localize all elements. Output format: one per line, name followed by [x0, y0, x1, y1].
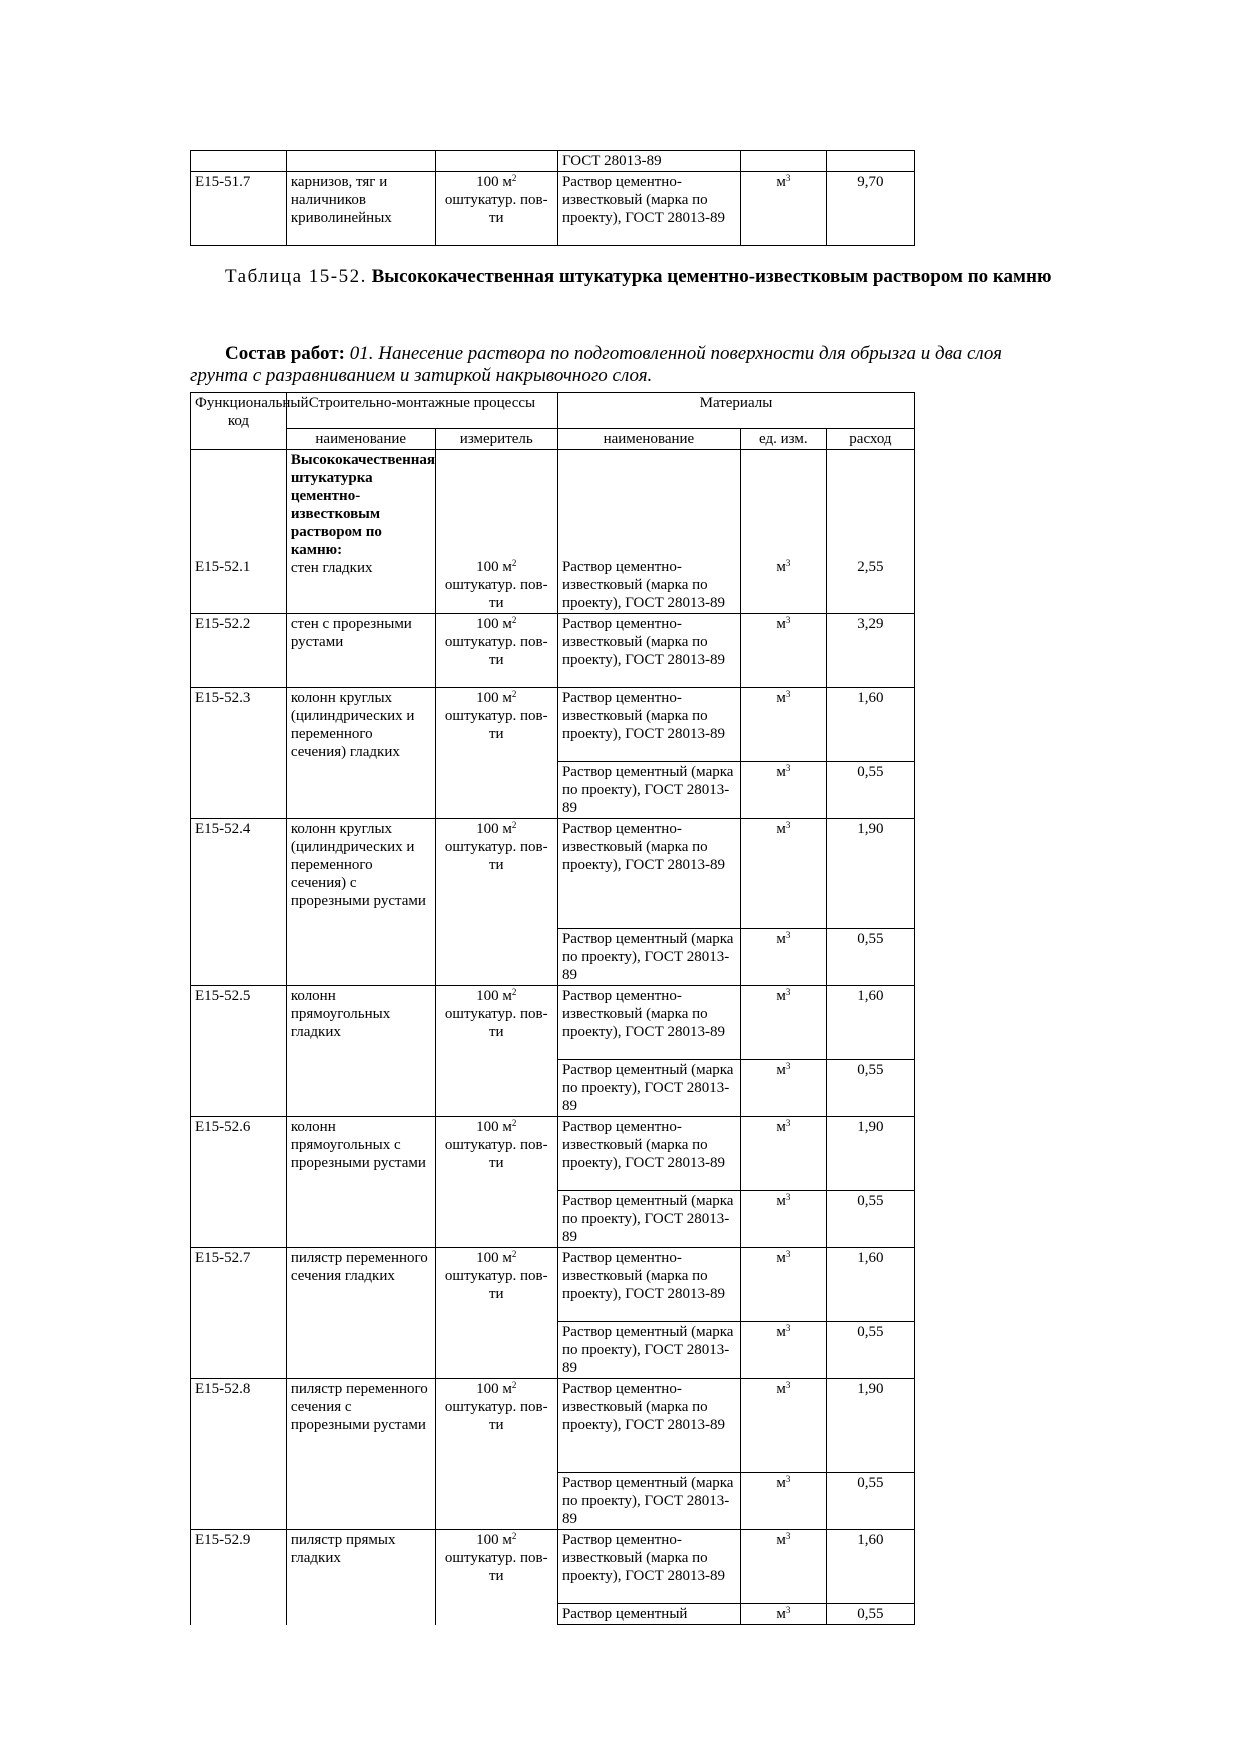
material-cell: Раствор цементно-известковый (марка по проекту), ГОСТ 28013-89	[557, 986, 740, 1060]
unit-cell: $м^3$	[740, 614, 826, 688]
amount-cell: 1,60	[826, 986, 914, 1060]
unit-cell	[740, 151, 826, 172]
amount-cell: 0,55	[826, 762, 914, 819]
name-cell: карнизов, тяг и наличников криволинейных	[286, 172, 435, 246]
unit-cell: $м^3$	[740, 172, 826, 246]
material-cell: ГОСТ 28013-89	[557, 151, 740, 172]
name-cell: пилястр прямых гладких	[286, 1530, 435, 1625]
code-cell: Е15-52.2	[191, 614, 287, 688]
name-cell: колонн прямоугольных гладких	[286, 986, 435, 1117]
unit-cell: $м^3$	[740, 819, 826, 929]
meter-cell: 100 $м^2$ оштукатур. пов-ти	[435, 450, 557, 614]
amount-cell: 1,60	[826, 1530, 914, 1604]
name-cell	[286, 151, 435, 172]
material-cell: Раствор цементно-известковый (марка по проекту), ГОСТ 28013-89	[557, 1117, 740, 1191]
header-unit: ед. изм.	[740, 429, 826, 450]
amount-cell: 0,55	[826, 1060, 914, 1117]
name-cell: колонн круглых (цилиндрических и переменного сечения) с прорезными рустами	[286, 819, 435, 986]
unit-cell: $м^3$	[740, 1473, 826, 1530]
group-title: Высококачественная штукатурка цементно-известковым раствором по камню:	[290, 452, 435, 558]
material-cell: Раствор цементный (марка по проекту), ГОСТ 28013-89	[557, 1060, 740, 1117]
table-row	[191, 151, 915, 172]
table-row	[191, 986, 915, 1060]
table-row	[191, 688, 915, 762]
name-cell: колонн круглых (цилиндрических и переменного сечения) гладких	[286, 688, 435, 819]
header-meter: измеритель	[435, 429, 557, 450]
caption-title: Высококачественная штукатурка цементно-известковым раствором по камню	[371, 266, 1052, 287]
table-row	[191, 1117, 915, 1191]
code-cell: Е15-52.9	[191, 1530, 287, 1625]
unit-cell: $м^3$	[740, 762, 826, 819]
code-cell: Е15-52.6	[191, 1117, 287, 1248]
unit-cell: $м^3$	[740, 1379, 826, 1473]
code-cell: Е15-51.7	[191, 172, 287, 246]
amount-cell: 1,90	[826, 1117, 914, 1191]
meter-cell	[435, 151, 557, 172]
material-cell: Раствор цементный (марка по проекту), ГОСТ 28013-89	[557, 929, 740, 986]
unit-cell: $м^3$	[740, 929, 826, 986]
meter-cell: 100 $м^2$ оштукатур. пов-ти	[435, 688, 557, 819]
material-cell: Раствор цементно-известковый (марка по проекту), ГОСТ 28013-89	[557, 1379, 740, 1473]
material-cell: Раствор цементно-известковый (марка по проекту), ГОСТ 28013-89	[557, 614, 740, 688]
table-row	[191, 172, 915, 246]
table-row	[191, 450, 915, 614]
meter-cell: 100 $м^2$ оштукатур. пов-ти	[435, 1379, 557, 1530]
material-cell: Раствор цементный (марка по проекту), ГОСТ 28013-89	[557, 1191, 740, 1248]
amount-cell: 9,70	[826, 172, 914, 246]
table-row	[191, 614, 915, 688]
name-cell: колонн прямоугольных с прорезными рустами	[286, 1117, 435, 1248]
header-row	[191, 393, 915, 429]
table-row	[191, 1530, 915, 1604]
code-cell: Е15-52.5	[191, 986, 287, 1117]
name-cell: пилястр переменного сечения гладких	[286, 1248, 435, 1379]
material-cell: Раствор цементно-известковый (марка по проекту), ГОСТ 28013-89	[557, 819, 740, 929]
table-row	[191, 1248, 915, 1322]
header-materials: Материалы	[557, 393, 914, 429]
unit-cell: $м^3$	[740, 986, 826, 1060]
material-cell: Раствор цементный (марка по проекту), ГОСТ 28013-89	[557, 762, 740, 819]
amount-cell	[826, 151, 914, 172]
unit-cell: $м^3$	[740, 450, 826, 614]
amount-cell: 1,90	[826, 1379, 914, 1473]
code-cell	[191, 151, 287, 172]
amount-cell: 0,55	[826, 1322, 914, 1379]
header-code: Функциональный код	[191, 393, 287, 450]
amount-cell: 0,55	[826, 1191, 914, 1248]
process-name: стен гладких	[290, 560, 373, 576]
material-cell: Раствор цементный (марка по проекту), ГОСТ 28013-89	[557, 1473, 740, 1530]
amount-cell: 1,60	[826, 1248, 914, 1322]
meter-cell: 100 $м^2$ оштукатур. пов-ти	[435, 1117, 557, 1248]
material-cell: Раствор цементно-известковый (марка по проекту), ГОСТ 28013-89	[557, 450, 740, 614]
table-row	[191, 819, 915, 929]
code-cell: Е15-52.7	[191, 1248, 287, 1379]
meter-cell: 100 $м^2$ оштукатур. пов-ти	[435, 1248, 557, 1379]
unit-cell: $м^3$	[740, 1322, 826, 1379]
unit-cell: $м^3$	[740, 1191, 826, 1248]
meter-cell: 100 $м^2$ оштукатур. пов-ти	[435, 986, 557, 1117]
header-name: наименование	[286, 429, 435, 450]
code-cell	[191, 450, 287, 614]
unit-cell: $м^3$	[740, 1060, 826, 1117]
subheader-row	[191, 429, 915, 450]
table-body	[191, 450, 915, 1625]
unit-cell: $м^3$	[740, 1604, 826, 1625]
table-caption	[190, 266, 1060, 288]
material-cell: Раствор цементно-известковый (марка по проекту), ГОСТ 28013-89	[557, 688, 740, 762]
amount-cell: 2,55	[826, 450, 914, 614]
unit-cell: $м^3$	[740, 1248, 826, 1322]
meter-cell: 100 $м^2$ оштукатур. пов-ти	[435, 1530, 557, 1625]
composition-text: 01. Нанесение раствора по подготовленной поверхности для обрызга и два слоя грунта с разравниванием и затиркой накрывочного слоя.	[190, 343, 1003, 386]
unit-cell: $м^3$	[740, 688, 826, 762]
name-cell	[286, 450, 435, 614]
material-cell: Раствор цементно-известковый (марка по проекту), ГОСТ 28013-89	[557, 1530, 740, 1604]
table-row	[191, 1379, 915, 1473]
header-material-name: наименование	[557, 429, 740, 450]
name-cell: пилястр переменного сечения с прорезными рустами	[286, 1379, 435, 1530]
amount-cell: 1,90	[826, 819, 914, 929]
work-composition	[190, 343, 1060, 387]
name-cell: стен с прорезными рустами	[286, 614, 435, 688]
header-amount: расход	[826, 429, 914, 450]
meter-cell: 100 $м^2$ оштукатур. пов-ти	[435, 172, 557, 246]
amount-cell: 0,55	[826, 929, 914, 986]
material-cell: Раствор цементно-известковый (марка по проекту), ГОСТ 28013-89	[557, 1248, 740, 1322]
composition-label: Состав работ:	[225, 343, 345, 364]
amount-cell: 3,29	[826, 614, 914, 688]
header-processes: Строительно-монтажные процессы	[286, 393, 557, 429]
amount-cell: 0,55	[826, 1473, 914, 1530]
norms-table	[190, 392, 915, 1625]
amount-cell: 1,60	[826, 688, 914, 762]
code-cell: Е15-52.8	[191, 1379, 287, 1530]
amount-cell: 0,55	[826, 1604, 914, 1625]
caption-label: Таблица 15-52.	[225, 266, 367, 287]
code-cell: Е15-52.4	[191, 819, 287, 986]
material-cell: Раствор цементный (марка по проекту), ГОСТ 28013-89	[557, 1322, 740, 1379]
code-text: Е15-52.1	[195, 559, 251, 575]
material-cell: Раствор цементно-известковый (марка по проекту), ГОСТ 28013-89	[557, 172, 740, 246]
material-cell: Раствор цементный	[557, 1604, 740, 1625]
code-cell: Е15-52.3	[191, 688, 287, 819]
meter-cell: 100 $м^2$ оштукатур. пов-ти	[435, 614, 557, 688]
unit-cell: $м^3$	[740, 1117, 826, 1191]
meter-cell: 100 $м^2$ оштукатур. пов-ти	[435, 819, 557, 986]
previous-table	[190, 150, 915, 246]
unit-cell: $м^3$	[740, 1530, 826, 1604]
